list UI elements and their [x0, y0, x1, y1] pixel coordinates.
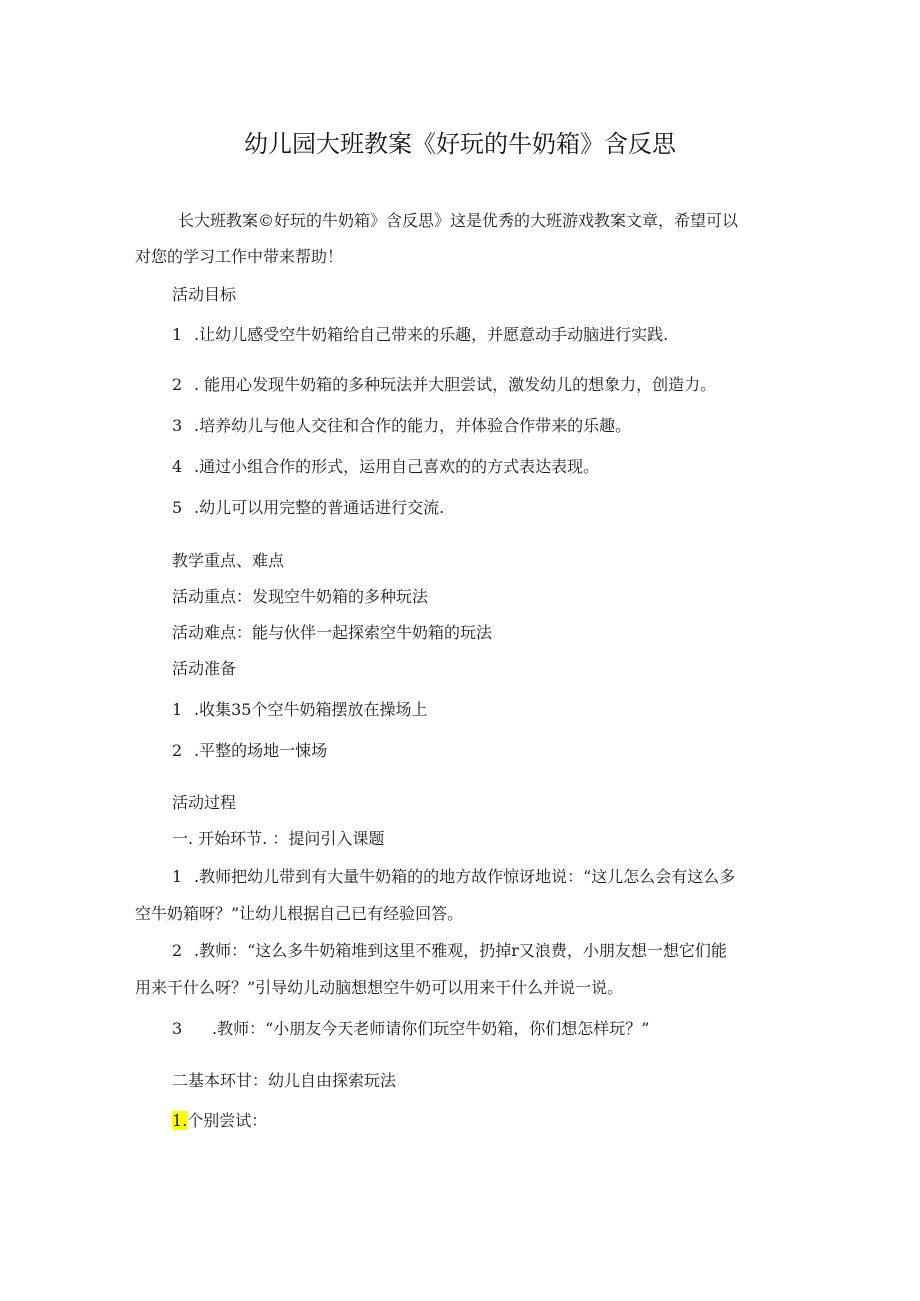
key-focus: 活动重点：发现空牛奶箱的多种玩法 [172, 587, 429, 606]
goal-text: .培养幼儿与他人交往和合作的能力，并体验合作带来的乐趣。 [194, 416, 632, 435]
step-text: .教师：“这么多牛奶箱堆到这里不雅观，扔掉r又浪费，小朋友想一想它们能 [194, 941, 727, 960]
preparation-item [172, 699, 427, 721]
process-section-2: 二基本环甘：幼儿自由探索玩法 [172, 1071, 397, 1090]
goal-text: .通过小组合作的形式，运用自己喜欢的的方式表达表现。 [194, 457, 600, 476]
step-number: 2 [172, 941, 183, 960]
key-points-heading: 教学重点、难点 [172, 551, 285, 570]
goal-number: 3 [172, 416, 183, 435]
process-step [172, 1018, 649, 1040]
goal-number: 5 [172, 498, 183, 517]
preparation-text: .收集35个空牛奶箱摆放在操场上 [194, 700, 428, 719]
preparation-number: 1 [172, 700, 183, 719]
goal-text: .幼儿可以用完整的普通话进行交流. [194, 498, 445, 517]
page-title: 幼儿园大班教案《好玩的牛奶箱》含反思 [244, 130, 676, 158]
intro-line-1: 长大班教案©好玩的牛奶箱》含反思》这是优秀的大班游戏教案文章，希望可以 [178, 211, 739, 230]
step-continuation: 空牛奶箱呀？”让幼儿根据自己已有经验回答。 [135, 904, 464, 923]
intro-line-2: 对您的学习工作中带来帮助！ [135, 247, 344, 266]
goal-item [172, 497, 444, 519]
step-number: 1 [172, 867, 183, 886]
goal-number: 2 [172, 375, 183, 394]
process-section-1: 一. 开始环节. ：提问引入课题 [172, 829, 385, 848]
goal-text: .让幼儿感受空牛奶箱给自己带来的乐趣，并愿意动手动脑进行实践. [194, 325, 669, 344]
goal-number: 1 [172, 325, 183, 344]
step-text: .教师把幼儿带到有大量牛奶箱的的地方故作惊讶地说：“这儿怎么会有这么多 [194, 867, 736, 886]
step-text: .教师：“小朋友今天老师请你们玩空牛奶箱，你们想怎样玩？” [212, 1019, 650, 1038]
step-number: 3 [172, 1019, 183, 1038]
preparation-number: 2 [172, 741, 183, 760]
process-heading: 活动过程 [172, 793, 237, 812]
goal-item [172, 374, 716, 396]
key-difficulty: 活动难点：能与伙伴一起探索空牛奶箱的玩法 [172, 623, 493, 642]
sub-step [172, 1110, 267, 1132]
goal-number: 4 [172, 457, 183, 476]
preparation-item [172, 740, 327, 762]
sub-step-text: 个别尝试： [187, 1111, 268, 1130]
goals-heading: 活动目标 [172, 285, 237, 304]
process-step [172, 940, 727, 962]
goal-item [172, 324, 668, 346]
goal-item [172, 456, 599, 478]
sub-step-number: 1. [172, 1111, 188, 1130]
goal-item [172, 415, 631, 437]
process-step [172, 866, 735, 888]
step-continuation: 用来干什么呀？”引导幼儿动脑想想空牛奶可以用来干什么并说一说。 [135, 978, 624, 997]
preparation-heading: 活动准备 [172, 659, 237, 678]
preparation-text: .平整的场地一悚场 [194, 741, 328, 760]
goal-text: . 能用心发现牛奶箱的多种玩法并大胆尝试，激发幼儿的想象力，创造力。 [194, 375, 717, 394]
